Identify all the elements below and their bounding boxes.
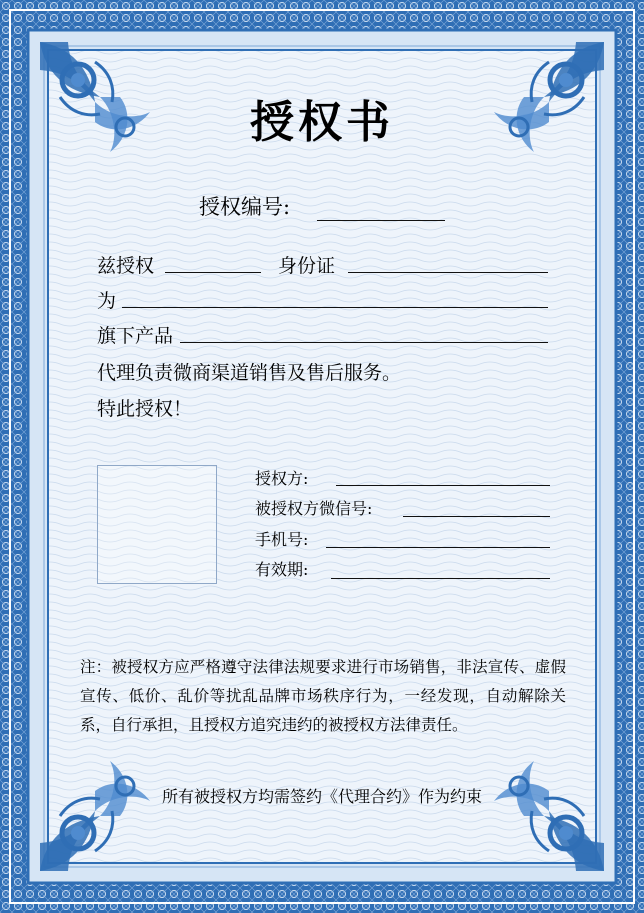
grantor-label: 授权方:	[255, 469, 309, 488]
authorization-number-label: 授权编号:	[199, 195, 291, 219]
special-authorization-text: 特此授权！	[97, 398, 193, 420]
id-card-field[interactable]	[348, 272, 548, 273]
grantee-name-field[interactable]	[165, 272, 261, 273]
authorization-number-field[interactable]	[317, 220, 445, 221]
grantor-field[interactable]	[336, 485, 550, 486]
phone-label: 手机号:	[255, 530, 309, 549]
validity-field[interactable]	[331, 578, 550, 579]
legal-note: 注：被授权方应严格遵守法律法规要求进行市场销售，非法宣传、虚假宣传、低价、乱价等扰乱品牌市场秩序行为，一经发现，自动解除关系，自行承担，且授权方追究违约的被授权方法律责任。	[80, 658, 566, 734]
grantee-wechat-label: 被授权方微信号:	[255, 499, 373, 518]
service-text: 代理负责微商渠道销售及售后服务。	[97, 362, 402, 384]
photo-placeholder	[97, 465, 217, 584]
for-label: 为	[97, 290, 117, 312]
company-field[interactable]	[122, 307, 548, 308]
id-card-label: 身份证	[278, 255, 336, 277]
product-label: 旗下产品	[97, 325, 174, 347]
product-field[interactable]	[180, 342, 548, 343]
grantee-wechat-field[interactable]	[403, 516, 550, 517]
page-title: 授权书	[250, 97, 394, 148]
footer-text: 所有被授权方均需签约《代理合约》作为约束	[161, 787, 482, 806]
grant-label: 兹授权	[97, 255, 155, 277]
phone-field[interactable]	[326, 547, 550, 548]
validity-label: 有效期:	[255, 560, 309, 579]
